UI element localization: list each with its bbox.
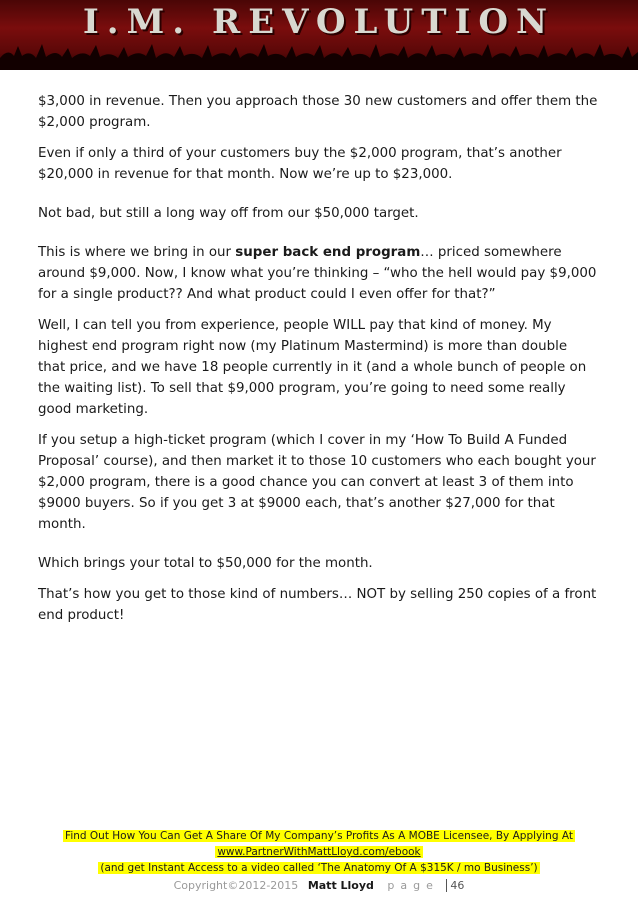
paragraph: That’s how you get to those kind of numbers… NOT by selling 250 copies of a front end product!: [38, 587, 597, 623]
footer-promo-link-line: [0, 844, 638, 860]
paragraph-text: This is where we bring in our: [38, 245, 236, 260]
page-body: [38, 91, 598, 636]
promo-text: Find Out How You Can Get A Share Of My Company’s Profits As A MOBE Licensee, By Applying At: [65, 830, 573, 842]
paragraph: Well, I can tell you from experience, people WILL pay that kind of money. My highest end program right now (my Platinum Mastermind) is more than double that price, and we have 18 people currently in it (and a whole bunch of people on the waiting list). To sell that $9,000 program, you’re going to need some really good marketing.: [38, 318, 587, 417]
footer-promo: [0, 828, 638, 844]
paragraph: Not bad, but still a long way off from our $50,000 target.: [38, 206, 419, 221]
promo-link[interactable]: www.PartnerWithMattLloyd.com/ebook: [217, 846, 421, 858]
copyright-text: Copyright©2012-2015: [173, 879, 299, 892]
footer-promo-note: [0, 860, 638, 876]
page-number: 46: [446, 879, 464, 892]
paragraph: If you setup a high-ticket program (which I cover in my ‘How To Build A Funded Proposal’ course), and then market it to those 10 customers who each bought your $2,000 program, there is a good chance you can convert at least 3 of them into $9000 buyers. So if you get 3 at $9000 each, that’s another $27,000 for that month.: [38, 433, 596, 532]
paragraph: [38, 242, 598, 305]
promo-note-text: (and get Instant Access to a video called ‘The Anatomy Of A $315K / mo Business’): [100, 862, 538, 874]
crowd-silhouette-graphic: [0, 40, 638, 70]
page-footer: [0, 879, 638, 892]
header-title: I.M. REVOLUTION: [82, 2, 556, 42]
header-banner: [0, 0, 638, 70]
paragraph: Even if only a third of your customers buy the $2,000 program, that’s another $20,000 in revenue for that month. Now we’re up to $23,000.: [38, 146, 562, 182]
page-label: page: [387, 879, 439, 892]
paragraph: Which brings your total to $50,000 for the month.: [38, 556, 373, 571]
paragraph: $3,000 in revenue. Then you approach those 30 new customers and offer them the $2,000 program.: [38, 94, 598, 130]
bold-phrase: super back end program: [235, 245, 421, 260]
paragraph-text: … priced somewhere around $9,000. Now, I know what you’re thinking – “who the hell would pay $9,000 for a single product?? And what product could I even offer for that?”: [38, 245, 597, 302]
author-name: Matt Lloyd: [307, 879, 374, 892]
